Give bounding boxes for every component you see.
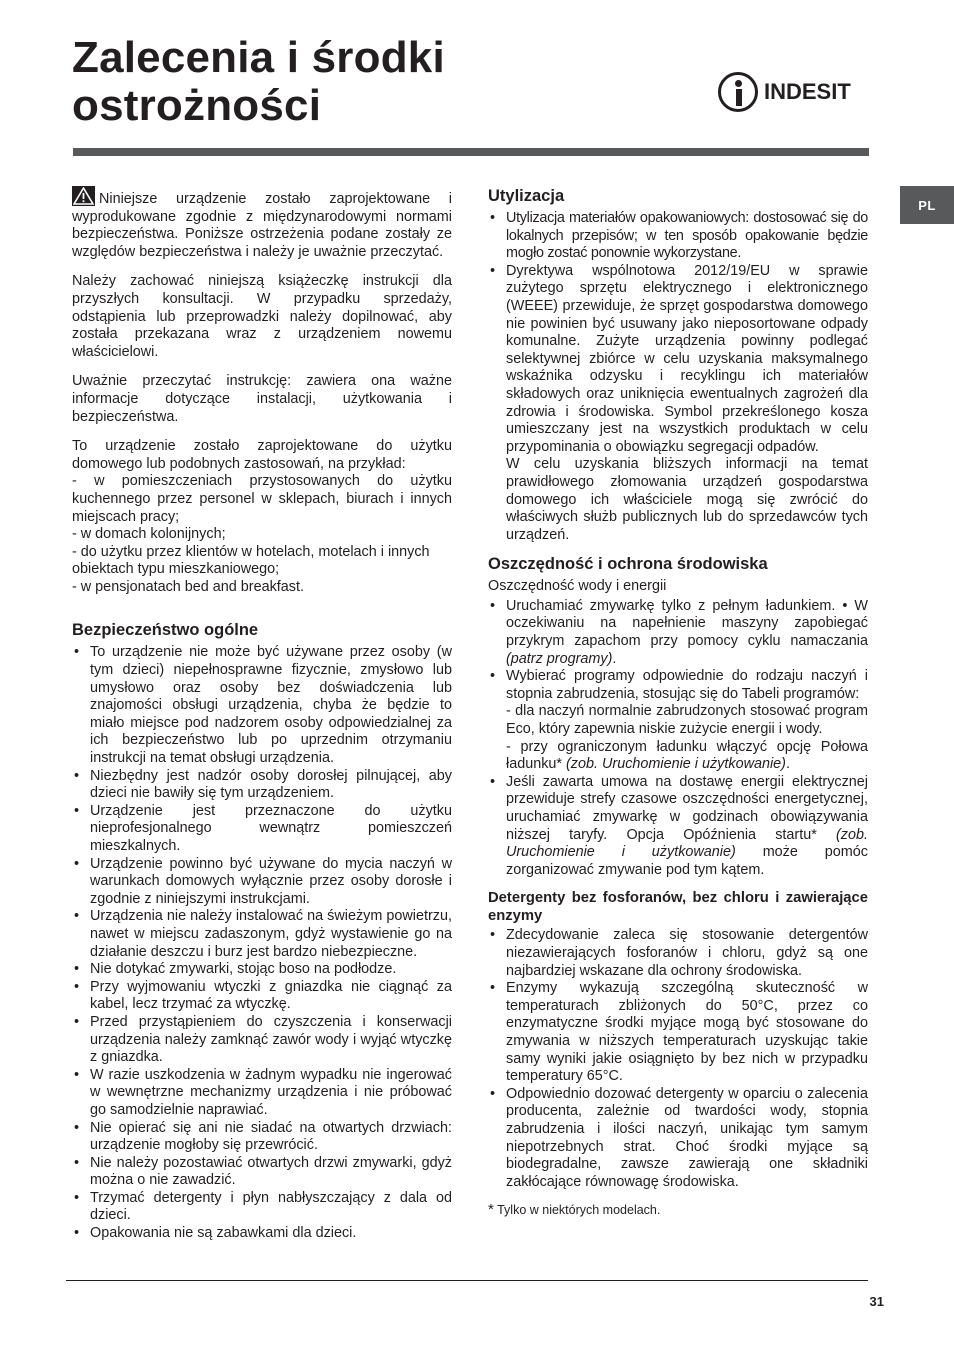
use-line: - w pomieszczeniach przystosowanych do użytku kuchennego przez personel w sklepach, biurach i innych miejscach pracy;	[72, 473, 452, 525]
intro-paragraph-4: To urządzenie zostało zaprojektowane do użytku domowego lub podobnych zastosowań, na przykład: - w pomieszczeniach przystosowanych do użytku kuchennego przez personel w sklepach, biurach i innych miejscach pracy; - w domach kolonijnych; - do użytku przez klientów w hotelach, motelach i innych obiektach typu mieszkaniowego; - w pensjonatach bed and breakfast.	[72, 438, 452, 595]
list-item: • Utylizacja materiałów opakowaniowych: dostosować się do lokalnych przepisów; w ten sposób opakowanie będzie mogło zostać ponownie wykorzystane.	[488, 210, 868, 263]
list-item: • Opakowania nie są zabawkami dla dzieci.	[72, 1225, 452, 1243]
list-item: • Nie należy pozostawiać otwartych drzwi zmywarki, gdyż można o nie zawadzić.	[72, 1155, 452, 1190]
title-line-2: ostrożności	[72, 81, 322, 130]
list-item: • Jeśli zawarta umowa na dostawę energii elektrycznej przewiduje strefy czasowe oszczędności energetycznej, uruchamiać zmywarkę w godzinach obowiązywania niższej taryfy. Opcja Opóźnienia startu* (zob. Uruchomienie i użytkowanie) może pomóc zorganizować zmywanie pod tym kątem.	[488, 774, 868, 880]
list-item: • Urządzenie powinno być używane do mycia naczyń w warunkach domowych wyłącznie przez osoby dorosłe i zgodnie z niniejszymi instrukcjami.	[72, 856, 452, 909]
list-item: • Nie opierać się ani nie siadać na otwartych drzwiach: urządzenie mogłoby się przewrócić.	[72, 1120, 452, 1155]
warning-icon	[72, 186, 95, 206]
list-item: • Niezbędny jest nadzór osoby dorosłej pilnującej, aby dzieci nie bawiły się tym urządzeniem.	[72, 768, 452, 803]
list-item: • Wybierać programy odpowiednie do rodzaju naczyń i stopnia zabrudzenia, stosując się do Tabeli programów: - dla naczyń normalnie zabrudzonych stosować program Eco, który zapewnia niskie zużycie energii i wody. - przy ograniczonym ładunku włączyć opcję Połowa ładunku* (zob. Uruchomienie i użytkowanie).	[488, 668, 868, 774]
header-rule	[73, 148, 869, 156]
saving-list	[488, 598, 868, 880]
safety-list	[72, 644, 452, 1242]
brand-name: INDESIT	[764, 79, 851, 104]
saving-heading: Oszczędność i ochrona środowiska	[488, 555, 768, 574]
page-title	[72, 34, 445, 130]
list-item: • Dyrektywa wspólnotowa 2012/19/EU w sprawie zużytego sprzętu elektrycznego i elektronicznego (WEEE) przewiduje, że sprzęt gospodarstwa domowego nie powinien być usuwany jako nieposortowane odpady komunalne. Zużyte urządzenia powinny podlegać selektywnej zbiórce w celu uzyskania maksymalnego wskaźnika odzysku i recyklingu ich materiałów składowych oraz uniknięcia ewentualnych zagrożeń dla zdrowia i środowiska. Symbol przekreślonego kosza umieszczany jest na wszystkich produktach w celu przypominania o obowiązku segregacji odpadów. W celu uzyskania bliższych informacji na temat prawidłowego złomowania urządzeń gospodarstwa domowego ich właściciele mogą się zwrócić do właściwych służb publicznych lub do sprzedawców tych urządzeń.	[488, 263, 868, 545]
list-item: • Urządzenia nie należy instalować na świeżym powietrzu, nawet w miejscu zadaszonym, gdyż wystawienie go na działanie deszczu i burz jest bardzo niebezpieczne.	[72, 908, 452, 961]
footer-rule	[66, 1280, 868, 1281]
use-line: - do użytku przez klientów w hotelach, motelach i innych obiektach typu mieszkaniowego;	[72, 543, 430, 578]
list-item: • Przed przystąpieniem do czyszczenia i konserwacji urządzenia należy zamknąć zawór wody i wyjąć wtyczkę z gniazdka.	[72, 1014, 452, 1067]
detergent-heading: Detergenty bez fosforanów, bez chloru i zawierające enzymy	[488, 890, 868, 925]
page-number: 31	[869, 1294, 884, 1309]
right-column	[488, 186, 868, 1220]
list-item: • Przy wyjmowaniu wtyczki z gniazdka nie ciągnąć za kabel, lecz trzymać za wtyczkę.	[72, 979, 452, 1014]
use-line: - w domach kolonijnych;	[72, 526, 226, 543]
disposal-list	[488, 210, 868, 544]
left-column	[72, 186, 452, 1253]
detergent-list	[488, 927, 868, 1191]
list-item: • W razie uszkodzenia w żadnym wypadku nie ingerować w wewnętrzne mechanizmy urządzenia i nie próbować go samodzielnie naprawiać.	[72, 1067, 452, 1120]
intro-paragraph-3: Uważnie przeczytać instrukcję: zawiera ona ważne informacje dotyczące instalacji, użytkowania i bezpieczeństwa.	[72, 373, 452, 425]
list-item: • Enzymy wykazują szczególną skuteczność w temperaturach zbliżonych do 50°C, przez co enzymatyczne środki myjące mogą być stosowane do zmywania w niższych temperaturach uzyskując takie samy wyniki jakie osiągnięto by bez nich w przypadku temperatury 65°C.	[488, 980, 868, 1086]
intro-paragraph-1: Niniejsze urządzenie zostało zaprojektowane i wyprodukowane zgodnie z międzynarodowymi normami bezpieczeństwa. Poniższe ostrzeżenia podane zostały ze względów bezpieczeństwa i należy je uważnie przeczytać.	[72, 186, 452, 261]
list-item: • Odpowiednio dozować detergenty w oparciu o zalecenia producenta, zależnie od twardości wody, stopnia zabrudzenia i ilości naczyń, unikając tym samym niepotrzebnych strat. Choć środki myjące są biodegradalne, zawsze zawierają one składniki zakłócające równowagę środowiska.	[488, 1086, 868, 1192]
list-item: • Zdecydowanie zaleca się stosowanie detergentów niezawierających fosforanów i chloru, gdyż są one najbardziej wskazane dla ochrony środowiska.	[488, 927, 868, 980]
use-line: - w pensjonatach bed and breakfast.	[72, 578, 304, 595]
disposal-heading: Utylizacja	[488, 187, 565, 205]
disposal-continuation: W celu uzyskania bliższych informacji na temat prawidłowego złomowania urządzeń gospodarstwa domowego ich właściciele mogą się zwrócić do właściwych służb publicznych lub do sprzedawców tych urządzeń.	[506, 456, 868, 543]
list-item: • Uruchamiać zmywarkę tylko z pełnym ładunkiem. • W oczekiwaniu na napełnienie maszyny zapobiegać przykrym zapachom przy pomocy cyklu namaczania (patrz programy).	[488, 598, 868, 668]
saving-subheading: Oszczędność wody i energii	[488, 578, 667, 595]
safety-heading: Bezpieczeństwo ogólne	[72, 621, 259, 640]
language-tab: PL	[900, 186, 954, 224]
list-item: • Urządzenie jest przeznaczone do użytku nieprofesjonalnego wewnątrz pomieszczeń mieszkalnych.	[72, 803, 452, 856]
title-line-1: Zalecenia i środki	[72, 33, 445, 82]
logo-i-icon	[718, 72, 758, 112]
intro-paragraph-2: Należy zachować niniejszą książeczkę instrukcji dla przyszłych konsultacji. W przypadku sprzedaży, odstąpienia lub przeprowadzki należy dopilnować, aby została przekazana wraz z urządzeniem nowemu właścicielowi.	[72, 273, 452, 360]
list-item: • Trzymać detergenty i płyn nabłyszczający z dala od dzieci.	[72, 1190, 452, 1225]
indesit-logo	[718, 70, 870, 114]
list-item: • To urządzenie nie może być używane przez osoby (w tym dzieci) niepełnosprawne fizycznie, zmysłowo lub umysłowo oraz osoby bez doświadczenia lub znajomości obsługi urządzenia, chyba że będzie to miało miejsce pod nadzorem osoby odpowiedzialnej za ich bezpieczeństwo lub po uprzednim otrzymaniu instrukcji na temat obsługi urządzenia.	[72, 644, 452, 767]
list-item: • Nie dotykać zmywarki, stojąc boso na podłodze.	[72, 961, 452, 979]
footnote: * Tylko w niektórych modelach.	[488, 1201, 661, 1219]
